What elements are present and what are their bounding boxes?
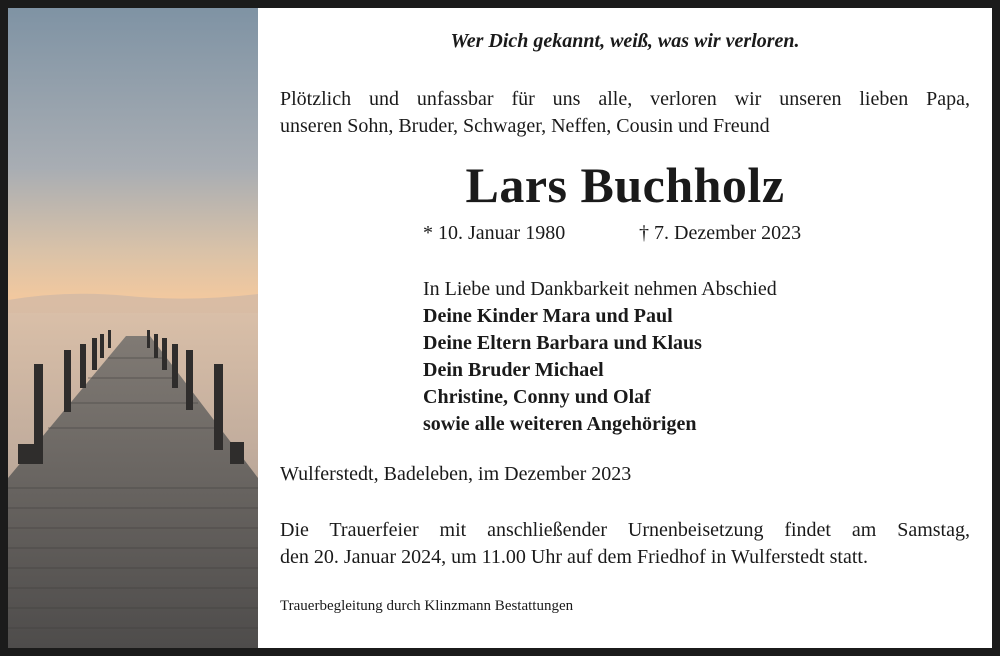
pier-lake-sunrise-photo (8, 8, 258, 648)
deceased-name: Lars Buchholz (465, 157, 785, 213)
place-date: Wulferstedt, Badeleben, im Dezember 2023 (280, 463, 632, 485)
service-line: Die Trauerfeier mit anschließender Urnenbeisetzung findet am Samstag, (280, 519, 970, 541)
intro-paragraph (280, 86, 970, 140)
service-line: den 20. Januar 2024, um 11.00 Uhr auf dem Friedhof in Wulferstedt statt. (280, 546, 868, 568)
notice-text-area (258, 8, 992, 648)
motto: Wer Dich gekannt, weiß, was wir verloren. (450, 30, 800, 52)
intro-line: unseren Sohn, Bruder, Schwager, Neffen, Cousin und Freund (280, 115, 770, 137)
mourner-line: Christine, Conny und Olaf (423, 386, 651, 408)
obituary-card (8, 8, 992, 648)
mourner-line: Dein Bruder Michael (423, 359, 604, 381)
mourner-line: Deine Eltern Barbara und Klaus (423, 332, 702, 354)
birth-date: * 10. Januar 1980 (423, 222, 566, 244)
death-date: † 7. Dezember 2023 (639, 222, 802, 244)
mourner-line: sowie alle weiteren Angehörigen (423, 413, 697, 435)
intro-line: Plötzlich und unfassbar für uns alle, verloren wir unseren lieben Papa, (280, 88, 970, 110)
farewell-intro: In Liebe und Dankbarkeit nehmen Abschied (423, 278, 777, 300)
mourners-list (423, 276, 777, 438)
funeral-home-credit: Trauerbegleitung durch Klinzmann Bestattungen (280, 598, 574, 614)
service-paragraph (280, 517, 970, 571)
mourner-line: Deine Kinder Mara und Paul (423, 305, 673, 327)
